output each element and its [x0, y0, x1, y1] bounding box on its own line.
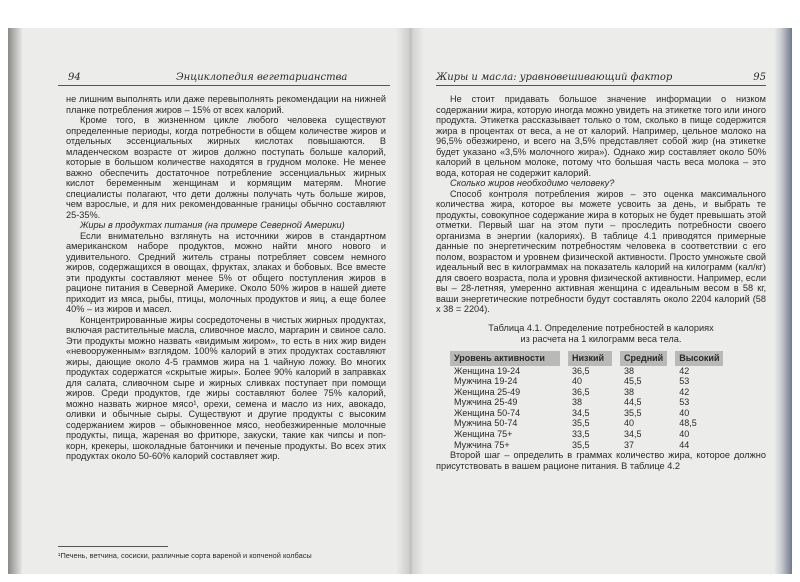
table-cell: 40	[679, 429, 690, 440]
table-row	[450, 440, 723, 451]
table-row	[450, 376, 723, 387]
table-header-cell: Уровень активности	[450, 351, 564, 366]
table-cell: 38	[616, 387, 671, 398]
table-cell: 37	[616, 440, 671, 451]
book-edge-right	[774, 28, 792, 574]
paragraph: Способ контроля потребления жиров – это оценка максимального количества жира, которое вы можете усвоить за день, и выбрать те продукты, совокупное содержание жира в которых не будет превышать этой отметки. Первый шаг на этом пути – проследить потребности своего организма в энергии (калориях). В таблице 4.1 приводятся примерные данные по энергетическим потребностям человека в соответствии с его полом, возрастом и уровнем физической активности. Просто умножьте свой идеальный вес в килограммах на показатель калорий на килограмм (кал/кг) для своего возраста, пола и уровня физической активности. Например, если вы – 28-летняя, умеренно активная женщина с идеальным весом в 58 кг, ваши энергетические потребности будут составлять около 2204 калорий (58 x 38 = 2204).	[436, 188, 766, 314]
table-header-row	[450, 351, 723, 366]
right-running-title: Жиры и масла: уравновешивающий фактор	[436, 72, 673, 83]
table-caption-line: Таблица 4.1. Определение потребностей в калориях	[488, 322, 714, 333]
table-cell: 34,5	[564, 408, 616, 419]
table-row	[450, 408, 723, 419]
table-cell: Женщина 75+	[450, 429, 564, 440]
left-page	[58, 28, 390, 574]
subheading: Жиры в продуктах питания (на примере Северной Америки)	[80, 220, 345, 230]
table-cell: 40	[616, 418, 671, 429]
table-row	[450, 366, 723, 377]
table-cell: Мужчина 25-49	[450, 397, 564, 408]
table-cell: 40	[679, 407, 690, 418]
footnote	[58, 546, 390, 560]
left-page-number: 94	[68, 72, 81, 83]
table-cell: 33,5	[564, 429, 616, 440]
paragraph: Второй шаг – определить в граммах количество жира, которое должно присутствовать в вашем рационе питания. В таблице 4.2	[436, 450, 766, 471]
table-header-cell: Низкий	[564, 351, 616, 366]
table-header-cell: Средний	[616, 351, 671, 366]
footnote-text: ¹Печень, ветчина, сосиски, различные сорта вареной и копченой колбасы	[58, 551, 312, 560]
left-page-body	[66, 94, 386, 462]
calorie-table	[450, 351, 723, 451]
table-row	[450, 387, 723, 398]
table-cell: 35,5	[564, 418, 616, 429]
paragraph: Если внимательно взглянуть на источники жиров в стандартном американском наборе продуктов, можно найти много нового и удивительного. Средний житель страны потребляет совсем немного жиров, содержащихся в овощах, фруктах, злаках и бобовых. Все вместе эти продукты составляют менее 5% от общего поступления жиров в рационе питания в Северной Америке. Около 50% жиров в нашей диете приходит из мяса, рыбы, птицы, молочных продуктов и яиц, а еще более 40% – из жиров и масел.	[66, 230, 386, 314]
right-page-number: 95	[753, 72, 766, 83]
footnote-rule	[58, 546, 168, 547]
table-cell: 44,5	[616, 397, 671, 408]
table-cell: 40	[564, 376, 616, 387]
table-caption-line: из расчета на 1 килограмм веса тела.	[520, 333, 682, 344]
subheading: Сколько жиров необходимо человеку?	[450, 178, 615, 188]
table-cell: 38	[564, 397, 616, 408]
table-cell: 35,5	[616, 408, 671, 419]
table-cell: Женщина 25-49	[450, 387, 564, 398]
paragraph: не лишним выполнять или даже перевыполнять рекомендации на нижней планке потребления жиров – 15% от всех калорий.	[66, 94, 386, 115]
right-page	[436, 28, 766, 574]
book-spread	[8, 28, 792, 574]
table-header-cell: Высокий	[671, 351, 723, 366]
table-cell: Женщина 19-24	[450, 366, 564, 377]
paragraph: Кроме того, в жизненном цикле любого человека существуют определенные периоды, когда потребности в общем количестве жиров и отдельных эссенциальных жирных кислотах повышаются. В младенческом возрасте от жиров должно поступать больше калорий, которые в большом количестве находятся в грудном молоке. Не менее важно обеспечить достаточное потребление эссенциальных жирных кислот беременным женщинам и кормящим матерям. Многие специалисты полагают, что дети должны получать чуть больше жиров, чем взрослые, и для них рекомендованные границы обычно составляют 25-35%.	[66, 115, 386, 220]
table-cell: 38	[616, 366, 671, 377]
book-edge-left	[8, 28, 22, 574]
table-cell: 36,5	[564, 387, 616, 398]
paragraph: Не стоит придавать большое значение информации о низком содержании жира, которую иногда можно увидеть на этикетке того или иного продукта. Этикетка рассказывает только о том, сколько в пище содержится жира в процентах от веса, а не от калорий. Например, цельное молоко на 96,5% обезжирено, и всего на 3,5% представляет собой жир (на этикетке будет указано «3,5% молочного жира»). Однако жир составляет около 50% калорий в цельном молоке, потому что большая часть веса молока – это вода, которая не содержит калорий.	[436, 94, 766, 178]
right-page-body	[436, 94, 766, 471]
table-cell: Мужчина 19-24	[450, 376, 564, 387]
table-cell: Мужчина 50-74	[450, 418, 564, 429]
left-running-header	[58, 72, 390, 86]
table-row	[450, 397, 723, 408]
table-row	[450, 429, 723, 440]
table-cell: 44	[679, 439, 690, 450]
left-running-title: Энциклопедия вегетарианства	[176, 72, 348, 83]
table-cell: 48,5	[679, 418, 697, 429]
table-cell: 45,5	[616, 376, 671, 387]
table-cell: 35,5	[564, 440, 616, 451]
right-running-header	[436, 72, 766, 86]
paragraph: Концентрированные жиры сосредоточены в чистых жирных продуктах, включая растительные масла, сливочное масло, маргарин и свиное сало. Эти продукты можно назвать «видимым жиром», то есть в них жир виден «невооруженным» взглядом. 100% калорий в этих продуктах составляют жиры, дающие около 4-5 граммов жира на 1 чайную ложку. Во многих продуктах содержатся «скрытые жиры». Более 90% калорий в заправках для салата, сливочном сыре и жирных сливках поступает при помощи жиров. Среди продуктов, где жиры составляют более 75% калорий, можно назвать жирное мясо¹, орехи, семена и масло из них, авокадо, оливки и обычные сыры. Существуют и другие продукты с высоким содержанием жиров – обыкновенное мясо, необезжиренные молочные продукты, пища, жареная во фритюре, закуски, такие как чипсы и поп-корн, крекеры, шоколадные батончики и печеные продукты. Во всех этих продуктах около 50-60% калорий составляет жир.	[66, 314, 386, 461]
table-cell: 36,5	[564, 366, 616, 377]
table-cell: Женщина 50-74	[450, 408, 564, 419]
table-cell: 34,5	[616, 429, 671, 440]
table-cell: 42	[679, 386, 690, 397]
table-cell: 42	[679, 365, 690, 376]
book-spine	[396, 28, 424, 574]
table-cell: 53	[679, 376, 690, 387]
table-caption	[436, 323, 766, 345]
table-cell: 53	[679, 397, 690, 408]
table-cell: Мужчина 75+	[450, 440, 564, 451]
table-row	[450, 418, 723, 429]
